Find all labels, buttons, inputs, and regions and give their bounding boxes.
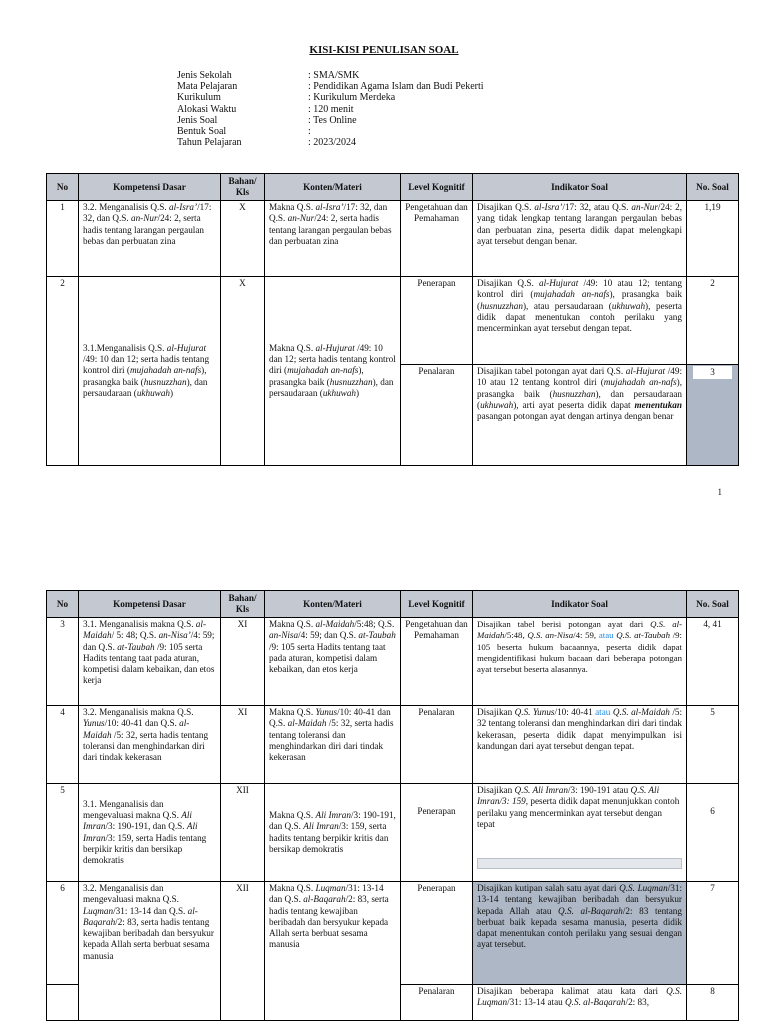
indikator-cell: Disajikan beberapa kalimat atau kata dari Q.S. Luqman/31: 13-14 atau Q.S. al-Baqarah/2: 83, xyxy=(473,985,687,1021)
konten-cell: Makna Q.S. Luqman/31: 13-14 dan Q.S. al-Baqarah/2: 83, serta hadis tentang kewajiban beribadah dan bersyukur kepada Allah serta berbuat sesama manusia xyxy=(265,882,401,1021)
level-cell: Penerapan xyxy=(401,277,473,365)
highlight-bar xyxy=(477,858,682,869)
level-cell: Pengetahuan dan Pemahaman xyxy=(401,201,473,277)
header-bahan: Bahan/ Kls xyxy=(221,591,265,618)
meta-row: Mata Pelajaran : Pendidikan Agama Islam dan Budi Pekerti xyxy=(177,81,484,93)
row-number: 5 xyxy=(47,784,79,882)
header-kompetensi: Kompetensi Dasar xyxy=(79,174,221,201)
kompetensi-cell: 3.2. Menganalisis dan mengevaluasi makna Q.S. Luqman/31: 13-14 dan Q.S. al-Baqarah/2: 83, serta hadis tentang kewajiban beribadah dan bersyukur kepada Allah serta berbuat sesama manusia xyxy=(79,882,221,1021)
konten-cell: Makna Q.S. Yunus/10: 40-41 dan Q.S. al-Maidah /5: 32, serta hadis tentang toleransi dan menghindarkan diri dari tindak kekerasan xyxy=(265,706,401,784)
nosoal-cell: 5 xyxy=(687,706,739,784)
nosoal-cell: 3 xyxy=(687,365,739,466)
kelas-cell: XI xyxy=(221,618,265,706)
nosoal-cell: 1,19 xyxy=(687,201,739,277)
nosoal-cell: 6 xyxy=(687,784,739,882)
level-cell: Penerapan xyxy=(401,882,473,985)
kompetensi-cell: 3.2. Menganalisis makna Q.S. Yunus/10: 40-41 dan Q.S. al-Maidah /5: 32, serta hadis tentang toleransi dan menghindarkan diri dari tindak kekerasan xyxy=(79,706,221,784)
indikator-cell: Disajikan Q.S. al-Isra’/17: 32, atau Q.S. an-Nur/24: 2, yang tidak lengkap tentang larangan pergaulan bebas dan perbuatan zina, peserta didik dapat melengkapi ayat tersebut dengan benar. xyxy=(473,201,687,277)
table-row xyxy=(47,784,739,882)
nosoal-cell: 8 xyxy=(687,985,739,1021)
document-title: KISI-KISI PENULISAN SOAL xyxy=(309,44,459,56)
document-meta xyxy=(177,70,484,148)
level-cell: Penalaran xyxy=(401,706,473,784)
kompetensi-cell: 3.1. Menganalisis dan mengevaluasi makna Q.S. Ali Imran/3: 190-191, dan Q.S. Ali Imran/3: 159, serta Hadis tentang berpikir kritis dan bersikap demokratis xyxy=(79,784,221,882)
header-nosoal: No. Soal xyxy=(687,174,739,201)
table-row xyxy=(47,201,739,277)
level-cell: Penerapan xyxy=(401,784,473,882)
meta-row: Alokasi Waktu : 120 menit xyxy=(177,103,354,115)
table-row xyxy=(47,618,739,706)
header-no: No xyxy=(47,591,79,618)
nosoal-cell: 2 xyxy=(687,277,739,365)
indikator-cell: Disajikan Q.S. al-Hujurat /49: 10 atau 12; tentang kontrol diri (mujahadah an-nafs), prasangka baik (husnuzzhan), atau persaudaraan (ukhuwah), peserta didik dapat menentukan contoh perilaku yang mencerminkan ayat tersebut dengan tepat. xyxy=(473,277,687,365)
header-kompetensi: Kompetensi Dasar xyxy=(79,591,221,618)
meta-row: Bentuk Soal : xyxy=(177,126,311,138)
kisi-table-1 xyxy=(46,173,739,466)
header-bahan: Bahan/ Kls xyxy=(221,174,265,201)
table-row xyxy=(47,277,739,365)
indikator-cell: Disajikan tabel potongan ayat dari Q.S. al-Hujurat /49: 10 atau 12 tentang kontrol diri (mujahadah an-nafs), prasangka baik (husnuzzhan), dan persaudaraan (ukhuwah), arti ayat peserta didik dapat menentukan pasangan potongan ayat dengan artinya dengan benar xyxy=(473,365,687,466)
header-konten: Konten/Materi xyxy=(265,591,401,618)
meta-row: Jenis Sekolah : SMA/SMK xyxy=(177,70,360,81)
kisi-table-2 xyxy=(46,590,739,1021)
indikator-cell: Disajikan kutipan salah satu ayat dari Q.S. Luqman/31: 13-14 tentang kewajiban beribadah dan bersyukur kepada Allah atau Q.S. al-Baqarah/2: 83 tentang berbuat baik kepada sesama manusia, peserta didik dapat menentukan contoh perilaku yang sesuai dengan ayat tersebut. xyxy=(473,882,687,985)
level-cell: Pengetahuan dan Pemahaman xyxy=(401,618,473,706)
page-gap xyxy=(0,505,768,575)
header-nosoal: No. Soal xyxy=(687,591,739,618)
row-number: 2 xyxy=(47,277,79,466)
row-number: 3 xyxy=(47,618,79,706)
indikator-cell: Disajikan Q.S. Yunus/10: 40-41 atau Q.S. al-Maidah /5: 32 tentang toleransi dan menghindarkan diri dari tindak kekerasan, peserta didik dapat menyimpulkan isi kandungan dari ayat tersebut dengan tepat. xyxy=(473,706,687,784)
kompetensi-cell: 3.2. Menganalisis Q.S. al-Isra’/17: 32, dan Q.S. an-Nur/24: 2, serta hadis tentang larangan pergaulan bebas dan perbuatan zina xyxy=(79,201,221,277)
row-number: 1 xyxy=(47,201,79,277)
konten-cell: Makna Q.S. al-Hujurat /49: 10 dan 12; serta hadis tentang kontrol diri (mujahadah an-nafs), prasangka baik (husnuzzhan), dan persaudaraan (ukhuwah) xyxy=(265,277,401,466)
header-level: Level Kognitif xyxy=(401,174,473,201)
page-2 xyxy=(0,575,768,1024)
konten-cell: Makna Q.S. al-Isra’/17: 32, dan Q.S. an-Nur/24: 2, serta hadis tentang larangan pergaulan bebas dan perbuatan zina xyxy=(265,201,401,277)
kelas-cell: X xyxy=(221,277,265,466)
row-number: 6 xyxy=(47,882,79,985)
kelas-cell: XII xyxy=(221,882,265,1021)
page-number: 1 xyxy=(717,487,722,497)
meta-row: Kurikulum : Kurikulum Merdeka xyxy=(177,92,396,104)
meta-row: Tahun Pelajaran : 2023/2024 xyxy=(177,137,357,149)
table-row xyxy=(47,706,739,784)
kompetensi-cell: 3.1. Menganalisis makna Q.S. al-Maidah/ 5: 48; Q.S. an-Nisa’/4: 59; dan Q.S. at-Taubah /9: 105 serta Hadits tentang taat pada aturan, kompetisi dalam kebaikan, dan etos kerja xyxy=(79,618,221,706)
header-konten: Konten/Materi xyxy=(265,174,401,201)
kelas-cell: XI xyxy=(221,706,265,784)
page-1 xyxy=(0,0,768,505)
konten-cell: Makna Q.S. Ali Imran/3: 190-191, dan Q.S. Ali Imran/3: 159, serta hadits tentang berpikir kritis dan bersikap demokratis xyxy=(265,784,401,882)
kelas-cell: XII xyxy=(221,784,265,882)
row-number-empty xyxy=(47,985,79,1021)
indikator-cell: Disajikan Q.S. Ali Imran/3: 190-191 atau Q.S. Ali Imran/3: 159, peserta didik dapat menunjukkan contoh perilaku yang mencerminkan ayat tersebut dengan tepat xyxy=(473,784,687,882)
kelas-cell: X xyxy=(221,201,265,277)
header-level: Level Kognitif xyxy=(401,591,473,618)
level-cell: Penalaran xyxy=(401,365,473,466)
indikator-cell: Disajikan tabel berisi potongan ayat dari Q.S. al-Maidah/5:48, Q.S. an-Nisa/4: 59, atau Q.S. at-Taubah /9: 105 beserta hukum bacaannya, peserta didik dapat mengidentifikasi hukum bacaan dari beberapa potongan ayat tersebut beserta alasannya. xyxy=(473,618,687,706)
level-cell: Penalaran xyxy=(401,985,473,1021)
table-row xyxy=(47,882,739,985)
meta-row: Jenis Soal : Tes Online xyxy=(177,114,357,126)
konten-cell: Makna Q.S. al-Maidah/5:48; Q.S. an-Nisa/4: 59; dan Q.S. at-Taubah /9: 105 serta Hadits tentang taat pada aturan, kompetisi dalam kebaikan, dan etos kerja xyxy=(265,618,401,706)
header-indikator: Indikator Soal xyxy=(473,174,687,201)
row-number: 4 xyxy=(47,706,79,784)
nosoal-cell: 4, 41 xyxy=(687,618,739,706)
header-indikator: Indikator Soal xyxy=(473,591,687,618)
nosoal-cell: 7 xyxy=(687,882,739,985)
kompetensi-cell: 3.1.Menganalisis Q.S. al-Hujurat /49: 10 dan 12; serta hadis tentang kontrol diri (mujahadah an-nafs), prasangka baik (husnuzzhan), dan persaudaraan (ukhuwah) xyxy=(79,277,221,466)
header-no: No xyxy=(47,174,79,201)
